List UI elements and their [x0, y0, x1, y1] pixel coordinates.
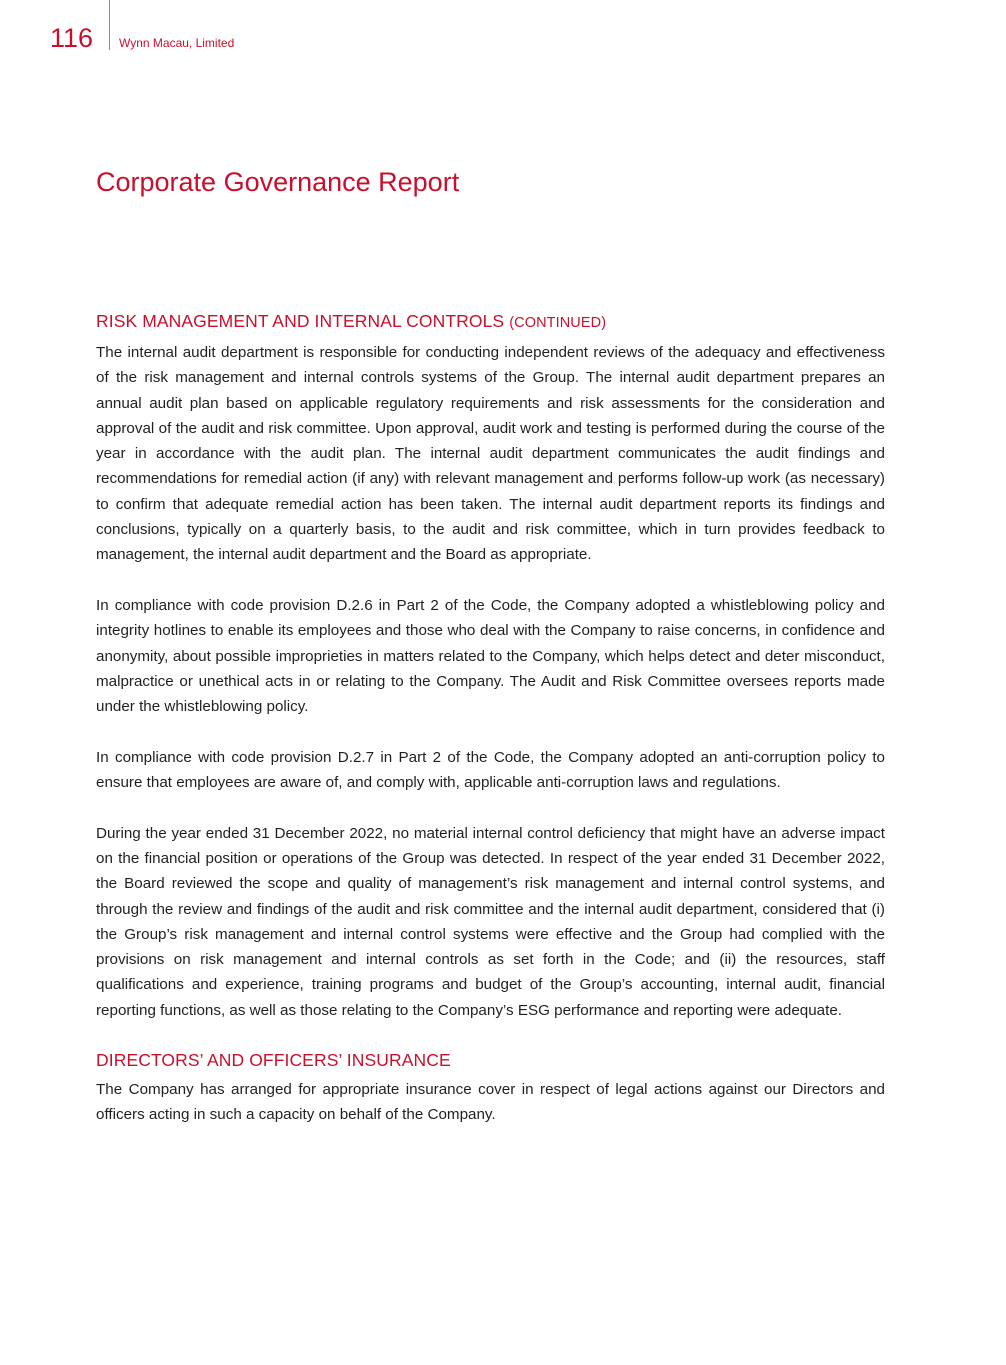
section-heading-text: RISK MANAGEMENT AND INTERNAL CONTROLS: [96, 311, 505, 331]
section-heading-risk-management: [96, 309, 885, 335]
page-number: 116: [50, 23, 94, 53]
page-title: Corporate Governance Report: [96, 167, 460, 197]
section-heading-insurance: DIRECTORS’ AND OFFICERS’ INSURANCE: [96, 1050, 451, 1071]
paragraph-control-review: During the year ended 31 December 2022, no material internal control deficiency that might have an adverse impact on the financial position or operations of the Group was detected. In respect of the year ended 31 December 2022, the Board reviewed the scope and quality of management’s risk management and internal control systems, and through the review and findings of the audit and risk committee and the internal audit department, considered that (i) the Group’s risk management and internal control systems were effective and the Group had complied with the provisions on risk management and internal controls as set forth in the Code; and (ii) the resources, staff qualifications and experience, training programs and budget of the Group’s accounting, internal audit, financial reporting functions, as well as those relating to the Company’s ESG performance and reporting were adequate.: [96, 824, 885, 1019]
company-name: Wynn Macau, Limited: [119, 36, 235, 50]
paragraph-internal-audit: The internal audit department is responsible for conducting independent reviews of the adequacy and effectiveness of the risk management and internal controls systems of the Group. The internal audit department prepares an annual audit plan based on applicable regulatory requirements and risk assessments for the consideration and approval of the audit and risk committee. Upon approval, audit work and testing is performed during the course of the year in accordance with the audit plan. The internal audit department communicates the audit findings and recommendations for remedial action (if any) with relevant management and performs follow-up work (as necessary) to confirm that adequate remedial action has been taken. The internal audit department reports its findings and conclusions, typically on a quarterly basis, to the audit and risk committee, which in turn provides feedback to management, the internal audit department and the Board as appropriate.: [96, 344, 885, 564]
paragraph-whistleblowing: In compliance with code provision D.2.6 in Part 2 of the Code, the Company adopted a whistleblowing policy and integrity hotlines to enable its employees and those who deal with the Company to raise concerns, in confidence and anonymity, about possible improprieties in matters related to the Company, which helps detect and deter misconduct, malpractice or unethical acts in or relating to the Company. The Audit and Risk Committee oversees reports made under the whistleblowing policy.: [96, 596, 885, 716]
paragraph-insurance: The Company has arranged for appropriate insurance cover in respect of legal actions against our Directors and officers acting in such a capacity on behalf of the Company.: [96, 1081, 885, 1124]
paragraph-anti-corruption: In compliance with code provision D.2.7 in Part 2 of the Code, the Company adopted an anti-corruption policy to ensure that employees are aware of, and comply with, applicable anti-corruption laws and regulations.: [96, 748, 885, 792]
section-risk-management: [96, 309, 885, 1023]
section-heading-continued: (CONTINUED): [509, 315, 607, 331]
page-header: [0, 0, 1006, 60]
header-divider: [109, 0, 110, 50]
section-directors-insurance: [96, 1048, 885, 1128]
main-content: [96, 309, 885, 1128]
